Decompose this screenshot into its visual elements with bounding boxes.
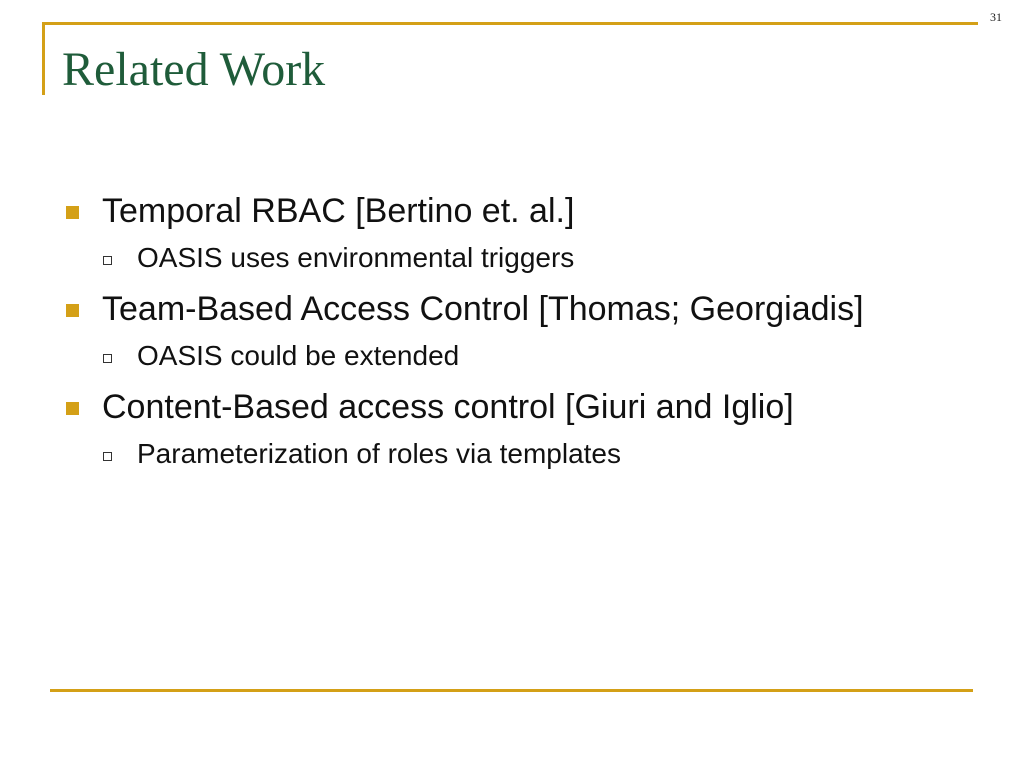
sub-bullet-item [66, 338, 886, 374]
square-bullet-icon [66, 304, 79, 317]
bullet-item [66, 386, 886, 428]
sub-bullet-text: OASIS uses environmental triggers [137, 242, 575, 273]
left-rule [42, 22, 45, 95]
bullet-item [66, 288, 886, 330]
top-rule [42, 22, 978, 25]
hollow-square-bullet-icon [103, 452, 112, 461]
sub-bullet-text: OASIS could be extended [137, 340, 460, 371]
sub-bullet-item [66, 436, 886, 472]
sub-bullet-text: Parameterization of roles via templates [137, 438, 621, 469]
bottom-rule [50, 689, 973, 692]
bullet-item [66, 190, 886, 232]
slide-number: 31 [990, 10, 1002, 24]
sub-bullet-item [66, 240, 886, 276]
square-bullet-icon [66, 206, 79, 219]
hollow-square-bullet-icon [103, 256, 112, 265]
bullet-text: Team-Based Access Control [Thomas; Georgiadis] [102, 290, 864, 328]
hollow-square-bullet-icon [103, 354, 112, 363]
bullet-text: Temporal RBAC [Bertino et. al.] [102, 192, 575, 230]
slide-title: Related Work [62, 43, 326, 96]
bullet-text: Content-Based access control [Giuri and Iglio] [102, 388, 794, 426]
square-bullet-icon [66, 402, 79, 415]
bullet-list [66, 190, 886, 484]
